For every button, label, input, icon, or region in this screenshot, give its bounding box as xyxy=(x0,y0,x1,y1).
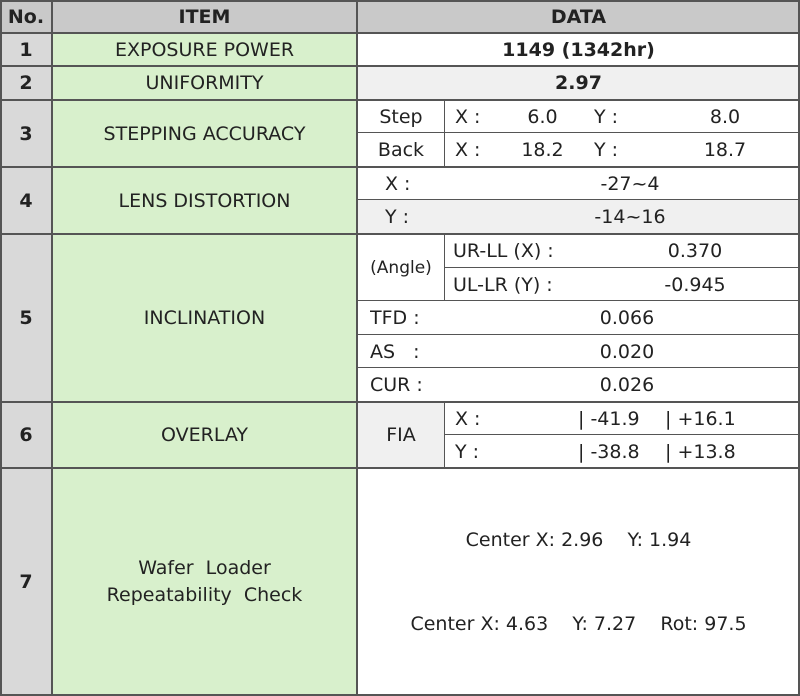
urll-value: 0.370 xyxy=(667,240,723,262)
wafer-loader-line1: Center X: 2.96 Y: 1.94 xyxy=(465,529,692,551)
row-6-number: 6 xyxy=(0,402,52,468)
row-4-item: LENS DISTORTION xyxy=(52,167,357,234)
step-x-label: X : xyxy=(455,105,481,128)
fia-label: FIA xyxy=(357,402,445,468)
row-3-item: STEPPING ACCURACY xyxy=(52,100,357,167)
header-data: DATA xyxy=(357,0,800,33)
header-no: No. xyxy=(0,0,52,33)
overlay-y-minus: | -38.8 xyxy=(578,440,640,463)
urll-label: UR-LL (X) : xyxy=(453,240,554,262)
step-x-value: 6.0 xyxy=(527,105,558,128)
distortion-x-value: -27~4 xyxy=(600,172,660,195)
cur-value: 0.026 xyxy=(599,374,655,396)
overlay-x-plus: | +16.1 xyxy=(665,407,736,430)
overlay-x-label: X : xyxy=(455,407,481,430)
overlay-x-minus: | -41.9 xyxy=(578,407,640,430)
exposure-power-value: 1149 (1342hr) xyxy=(357,33,800,66)
distortion-y-value: -14~16 xyxy=(594,206,666,228)
as-value: 0.020 xyxy=(599,340,655,363)
back-x-value: 18.2 xyxy=(521,139,564,161)
cur-label: CUR : xyxy=(370,374,423,396)
row-1-number: 1 xyxy=(0,33,52,66)
row-1-item: EXPOSURE POWER xyxy=(52,33,357,66)
overlay-y-label: Y : xyxy=(455,440,480,463)
row-3-number: 3 xyxy=(0,100,52,167)
header-item: ITEM xyxy=(52,0,357,33)
tfd-value: 0.066 xyxy=(599,307,655,329)
ullr-value: -0.945 xyxy=(664,273,726,296)
row-5-item: INCLINATION xyxy=(52,234,357,402)
row-7-item-line1: Wafer Loader xyxy=(138,557,271,580)
row-7-item-line2: Repeatability Check xyxy=(106,584,303,606)
uniformity-value: 2.97 xyxy=(357,66,800,100)
back-y-value: 18.7 xyxy=(703,139,747,161)
wafer-loader-line2: Center X: 4.63 Y: 7.27 Rot: 97.5 xyxy=(410,613,747,635)
angle-label: (Angle) xyxy=(357,234,445,301)
back-y-label: Y : xyxy=(594,139,619,161)
row-5-number: 5 xyxy=(0,234,52,402)
row-7-number: 7 xyxy=(0,468,52,696)
back-x-label: X : xyxy=(455,139,481,161)
overlay-y-plus: | +13.8 xyxy=(665,440,736,463)
tfd-label: TFD : xyxy=(370,307,420,329)
row-2-item: UNIFORMITY xyxy=(52,66,357,100)
step-y-label: Y : xyxy=(594,105,619,128)
row-2-number: 2 xyxy=(0,66,52,100)
distortion-x-label: X : xyxy=(385,172,411,195)
distortion-y-label: Y : xyxy=(385,206,410,228)
back-label: Back xyxy=(357,133,445,167)
wafer-loader-cell xyxy=(357,468,800,696)
ullr-label: UL-LR (Y) : xyxy=(453,273,553,296)
row-4-number: 4 xyxy=(0,167,52,234)
step-y-value: 8.0 xyxy=(709,105,741,128)
row-7-item xyxy=(52,468,357,696)
step-label: Step xyxy=(357,100,445,133)
row-6-item: OVERLAY xyxy=(52,402,357,468)
as-label: AS : xyxy=(370,340,420,363)
